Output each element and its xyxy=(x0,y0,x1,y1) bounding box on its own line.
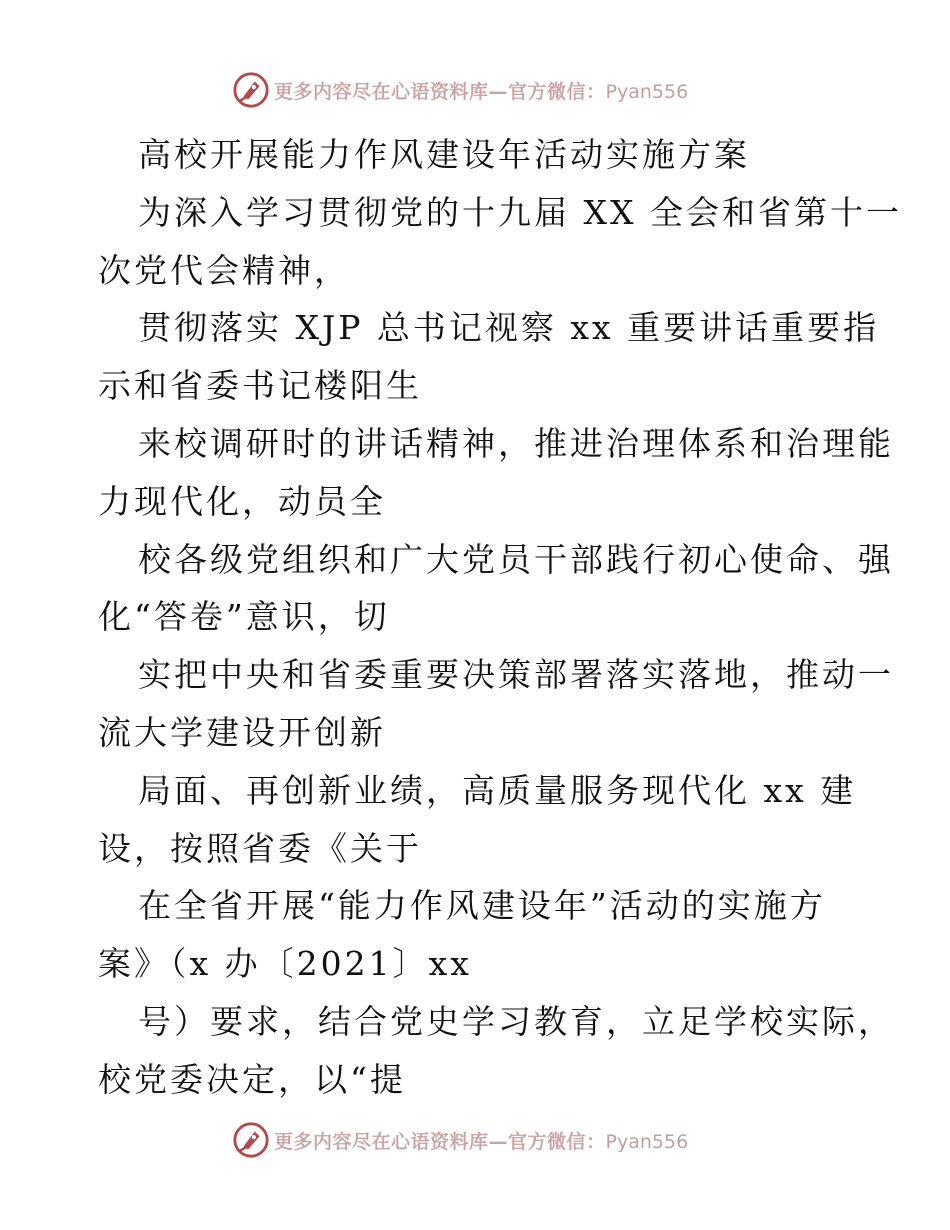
watermark-label: 更多内容尽在心语资料库—官方微信： xyxy=(274,80,606,103)
watermark-text xyxy=(274,1127,688,1154)
text-line: 设，按照省委《关于 xyxy=(98,828,422,868)
document-title: 高校开展能力作风建设年活动实施方案 xyxy=(138,135,750,174)
wechat-id: Pyan556 xyxy=(605,1130,689,1153)
text-line: 在全省开展“能力作风建设年”活动的实施方 xyxy=(138,886,826,926)
pen-nib-logo-icon xyxy=(232,1121,270,1159)
text-line: 贯彻落实 XJP 总书记视察 xx 重要讲话重要指 xyxy=(138,308,880,348)
text-line: 次党代会精神， xyxy=(98,250,350,290)
text-line: 来校调研时的讲话精神，推进治理体系和治理能 xyxy=(138,423,894,463)
text-line: 案》（x 办〔2021〕xx xyxy=(98,944,472,984)
text-line: 流大学建设开创新 xyxy=(98,712,386,752)
watermark-label: 更多内容尽在心语资料库—官方微信： xyxy=(274,1130,606,1153)
text-line: 号）要求，结合党史学习教育，立足学校实际， xyxy=(138,1001,894,1041)
text-line: 局面、再创新业绩，高质量服务现代化 xx 建 xyxy=(138,770,857,810)
text-line: 为深入学习贯彻党的十九届 XX 全会和省第十一 xyxy=(138,192,902,232)
text-line: 化“答卷”意识，切 xyxy=(98,597,390,637)
text-line: 力现代化，动员全 xyxy=(98,481,386,521)
footer-watermark-banner xyxy=(232,1120,688,1160)
document-body xyxy=(98,126,902,1109)
wechat-id: Pyan556 xyxy=(605,80,689,103)
pen-nib-logo-icon xyxy=(232,71,270,109)
text-line: 示和省委书记楼阳生 xyxy=(98,366,422,406)
text-line: 校党委决定，以“提 xyxy=(98,1059,406,1099)
header-watermark-banner xyxy=(232,70,688,110)
text-line: 实把中央和省委重要决策部署落实落地，推动一 xyxy=(138,655,894,695)
text-line: 校各级党组织和广大党员干部践行初心使命、强 xyxy=(138,539,894,579)
watermark-text xyxy=(274,77,688,104)
